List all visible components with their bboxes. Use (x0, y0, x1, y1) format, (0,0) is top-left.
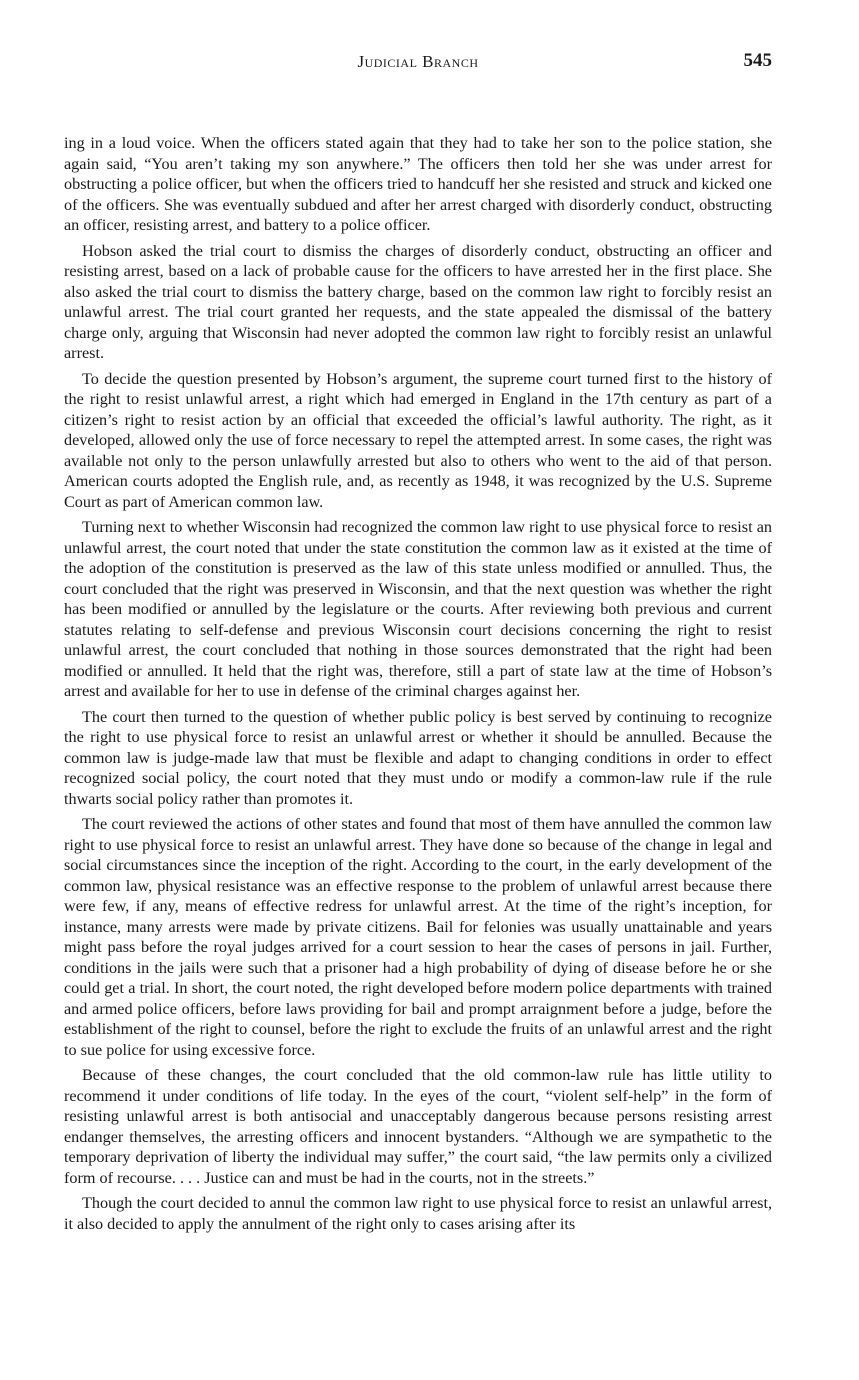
paragraph: The court reviewed the actions of other states and found that most of them have annulled the common law right to use physical force to resist an unlawful arrest. They have done so because of the change in legal and social circumstances since the inception of the right. According to the court, in the early development of the common law, physical resistance was an effective response to the problem of unlawful arrest because there were few, if any, means of effective redress for unlawful arrest. At the time of the right’s inception, for instance, many arrests were made by private citizens. Bail for felonies was usually unattainable and years might pass before the royal judges arrived for a court session to hear the cases of persons in jail. Further, conditions in the jails were such that a prisoner had a high probability of dying of disease before he or she could get a trial. In short, the court noted, the right developed before modern police departments with trained and armed police officers, before laws providing for bail and prompt arraignment before a judge, before the establishment of the right to counsel, before the right to exclude the fruits of an unlawful arrest and the right to sue police for using excessive force. (64, 815, 772, 1059)
paragraph: Turning next to whether Wisconsin had recognized the common law right to use physical force to resist an unlawful arrest, the court noted that under the state constitution the common law as it existed at the time of the adoption of the constitution is preserved as the law of this state unless modified or annulled. Thus, the court concluded that the right was preserved in Wisconsin, and that the next question was whether the right has been modified or annulled by the legislature or the courts. After reviewing both previous and current statutes relating to self-defense and previous Wisconsin court decisions concerning the right to resist unlawful arrest, the court concluded that nothing in those sources demonstrated that the right had been modified or annulled. It held that the right was, therefore, still a part of state law at the time of Hobson’s arrest and available for her to use in defense of the criminal charges against her. (64, 518, 772, 700)
paragraph: Though the court decided to annul the common law right to use physical force to resist an unlawful arrest, it also decided to apply the annulment of the right only to cases arising after its (64, 1194, 772, 1233)
paragraph: The court then turned to the question of whether public policy is best served by continuing to recognize the right to use physical force to resist an unlawful arrest or whether it should be annulled. Because the common law is judge-made law that must be flexible and adapt to changing conditions in order to effect recognized social policy, the court noted that they must undo or modify a common-law rule if the rule thwarts social policy rather than promotes it. (64, 707, 772, 808)
page-number: 545 (743, 50, 772, 71)
paragraph: Because of these changes, the court concluded that the old common-law rule has little utility to recommend it under conditions of life today. In the eyes of the court, “violent self-help” in the form of resisting unlawful arrest is both antisocial and unacceptably dangerous because persons resisting arrest endanger themselves, the arresting officers and innocent bystanders. “Although we are sympathetic to the temporary deprivation of liberty the individual may suffer,” the court said, “the law permits only a civilized form of recourse. . . . Justice can and must be had in the courts, not in the streets.” (64, 1066, 772, 1187)
page-header (64, 50, 772, 76)
paragraph-continued: ing in a loud voice. When the officers stated again that they had to take her son to the police station, she again said, “You aren’t taking my son anywhere.” The officers then told her she was under arrest for obstructing a police officer, but when the officers tried to handcuff her she resisted and struck and kicked one of the officers. She was eventually subdued and after her arrest charged with disorderly conduct, obstructing an officer, resisting arrest, and battery to a police officer. (64, 134, 772, 234)
running-head: Judicial Branch (357, 52, 479, 71)
paragraph: Hobson asked the trial court to dismiss the charges of disorderly conduct, obstructing an officer and resisting arrest, based on a lack of probable cause for the officers to have arrested her in the first place. She also asked the trial court to dismiss the battery charge, based on the common law right to forcibly resist an unlawful arrest. The trial court granted her requests, and the state appealed the dismissal of the battery charge only, arguing that Wisconsin had never adopted the common law right to forcibly resist an unlawful arrest. (64, 241, 772, 362)
body-text (64, 133, 772, 1239)
paragraph: To decide the question presented by Hobson’s argument, the supreme court turned first to the history of the right to resist unlawful arrest, a right which had emerged in England in the 17th century as part of a citizen’s right to resist action by an official that exceeded the official’s lawful authority. The right, as it developed, allowed only the use of force necessary to repel the attempted arrest. In some cases, the right was available not only to the person unlawfully arrested but also to others who went to the aid of that person. American courts adopted the English rule, and, as recently as 1948, it was recognized by the U.S. Supreme Court as part of American common law. (64, 369, 772, 511)
